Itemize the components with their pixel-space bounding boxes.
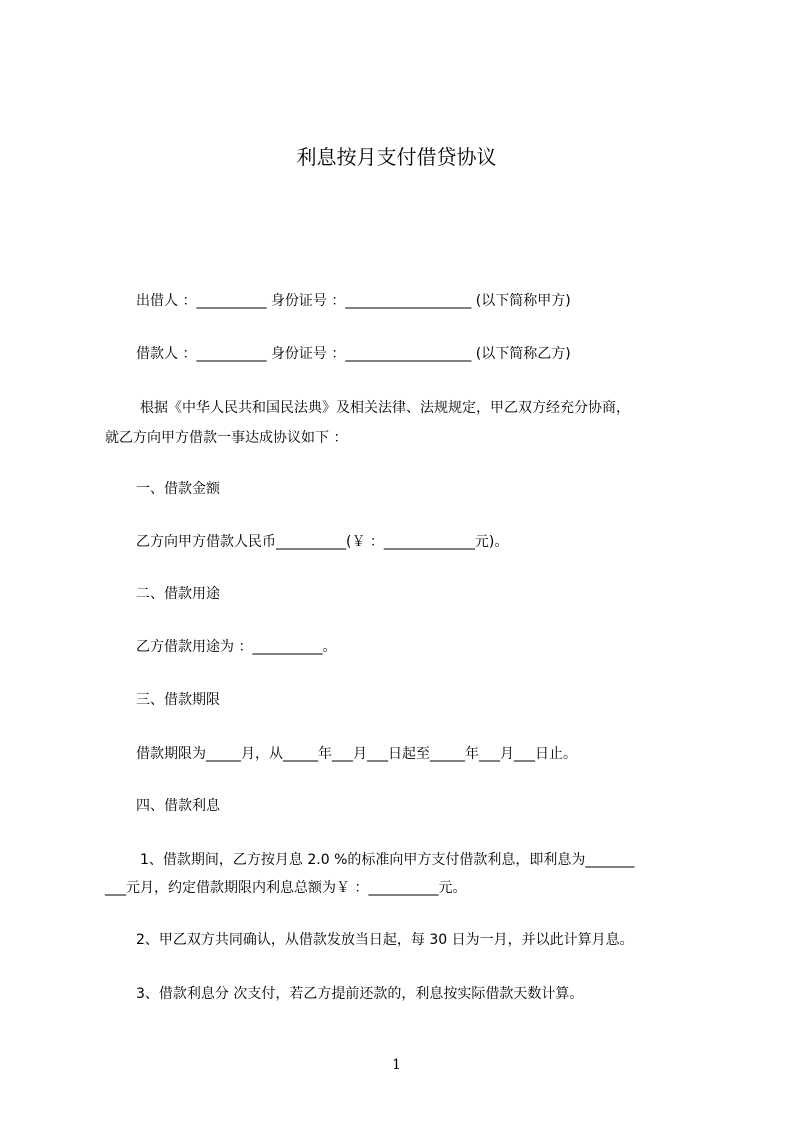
section-4-heading: 四、借款利息 bbox=[136, 798, 220, 814]
section-4-item-1-line-2: ___元月，约定借款期限内利息总额为￥ ：__________元。 bbox=[105, 880, 467, 896]
section-4-item-3: 3、借款利息分 次支付，若乙方提前还款的，利息按实际借款天数计算。 bbox=[136, 986, 584, 1002]
lender-line: 出借人 ：__________ 身份证号 ：__________________ (以下简称甲方) bbox=[136, 293, 571, 309]
section-4-item-1-line-1: 1、借款期间，乙方按月息 2.0 %的标准向甲方支付借款利息，即利息为_______ bbox=[140, 852, 635, 868]
preamble-line-1: 根据《中华人民共和国民法典》及相关法律、法规规定，甲乙双方经充分协商， bbox=[140, 400, 630, 416]
page-number: 1 bbox=[392, 1057, 401, 1073]
section-3-text: 借款期限为_____月，从_____年___月___日起至_____年___月___日止。 bbox=[136, 746, 577, 762]
section-1-text: 乙方向甲方借款人民币__________(￥ ：_____________元)。 bbox=[136, 534, 509, 550]
preamble-line-2: 就乙方向甲方借款一事达成协议如下 ： bbox=[105, 430, 348, 446]
page-title: 利息按月支付借贷协议 bbox=[296, 145, 497, 169]
section-2-text: 乙方借款用途为 ：__________。 bbox=[136, 639, 337, 655]
section-3-heading: 三、借款期限 bbox=[136, 692, 220, 708]
section-1-heading: 一、借款金额 bbox=[136, 481, 220, 497]
section-2-heading: 二、借款用途 bbox=[136, 586, 220, 602]
borrower-line: 借款人 ：__________ 身份证号 ：__________________ (以下简称乙方) bbox=[136, 346, 571, 362]
section-4-item-2: 2、甲乙双方共同确认，从借款发放当日起，每 30 日为一月，并以此计算月息。 bbox=[136, 932, 634, 948]
